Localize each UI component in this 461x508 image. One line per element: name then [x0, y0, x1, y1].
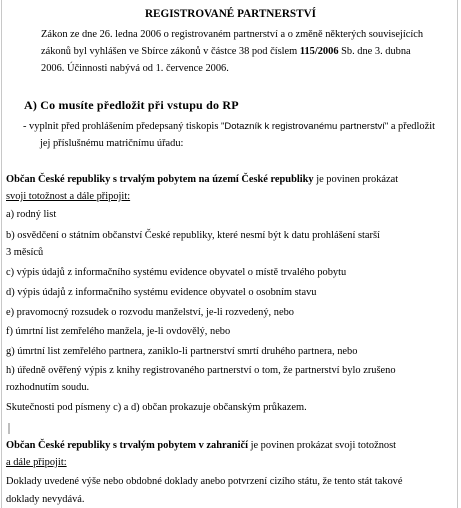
list-item: rozhodnutím soudu. — [6, 382, 90, 393]
section-a-line-2: jej příslušnému matričnímu úřadu: — [40, 138, 184, 149]
section-a-line-1: - vyplnit před prohlášením předepsaný tiskopis "Dotazník k registrovanému partnerství" a předložit — [23, 121, 435, 132]
intro-line-3: 2006. Účinnosti nabývá od 1. července 2006. — [41, 63, 229, 74]
intro-line-2: zákonů byl vyhlášen ve Sbírce zákonů v částce 38 pod číslem 115/2006 Sb. dne 3. dubna — [41, 46, 411, 57]
list-item: 3 měsíců — [6, 247, 44, 258]
list-item: h) úředně ověřený výpis z knihy registrovaného partnerství o tom, že partnerství bylo zrušeno — [6, 365, 396, 376]
intro-line-1: Zákon ze dne 26. ledna 2006 o registrovaném partnerství a o změně některých souvisejících — [41, 29, 424, 40]
list-item: d) výpis údajů z informačního systému evidence obyvatel o osobním stavu — [6, 287, 317, 298]
cz-abroad-lead-line-2: a dále připojit: — [6, 457, 67, 468]
cz-abroad-lead: Občan České republiky s trvalým pobytem v zahraničí je povinen prokázat svoji totožnost — [6, 440, 397, 451]
cz-resident-lead-line-2: svoji totožnost a dále připojit: — [6, 191, 131, 202]
cz-resident-lead: Občan České republiky s trvalým pobytem na území České republiky je povinen prokázat — [6, 174, 399, 185]
list-item: e) pravomocný rozsudek o rozvodu manželství, je-li rozvedený, nebo — [6, 307, 294, 318]
page-right-border — [457, 0, 458, 508]
list-item: g) úmrtní list zemřelého partnera, zaniklo-li partnerství smrtí druhého partnera, nebo — [6, 346, 358, 357]
cz-abroad-line-1: Doklady uvedené výše nebo obdobné doklady anebo potvrzení cizího státu, že tento stát takové — [6, 476, 403, 487]
list-item: b) osvědčení o státním občanství České republiky, které nesmí být k datu prohlášení starší — [6, 230, 380, 241]
list-item: f) úmrtní list zemřelého manžela, je-li ovdovělý, nebo — [6, 326, 231, 337]
section-a-heading: A) Co musíte předložit při vstupu do RP — [24, 98, 239, 112]
cz-abroad-line-2: doklady nevydává. — [6, 494, 85, 505]
text-cursor-mark — [8, 423, 10, 434]
list-item: a) rodný list — [6, 209, 57, 220]
list-item: c) výpis údajů z informačního systému evidence obyvatel o místě trvalého pobytu — [6, 267, 347, 278]
page-left-border — [1, 0, 2, 508]
document-title: REGISTROVANÉ PARTNERSTVÍ — [144, 8, 317, 20]
cz-resident-note: Skutečnosti pod písmeny c) a d) občan prokazuje občanským průkazem. — [6, 402, 307, 413]
